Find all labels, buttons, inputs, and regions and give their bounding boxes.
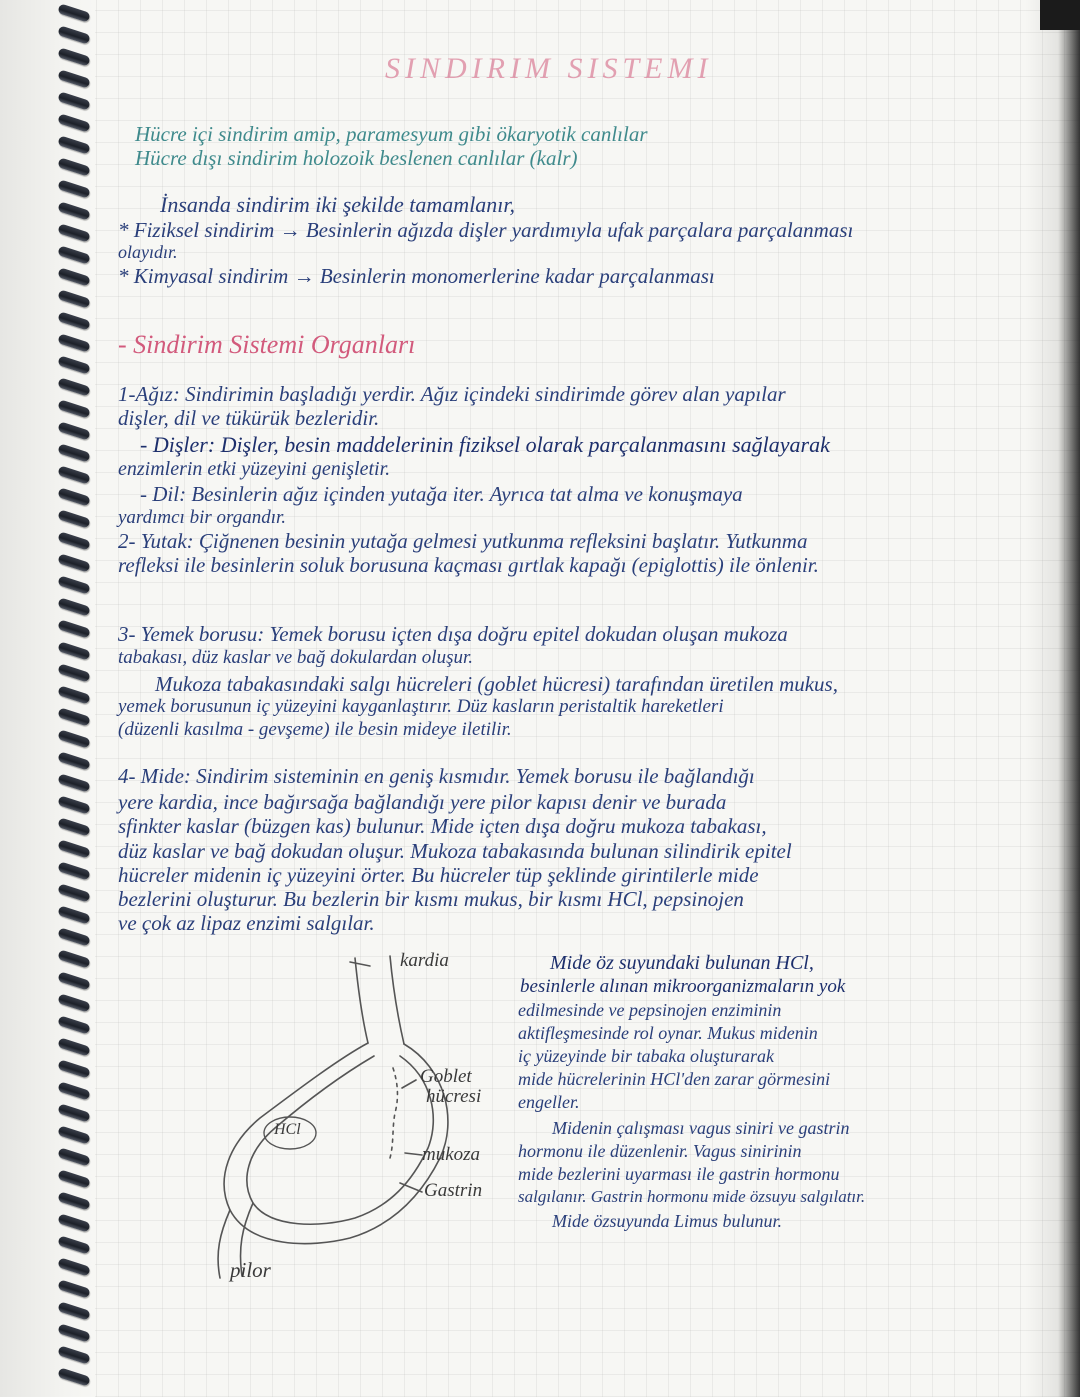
binding-ring bbox=[57, 487, 91, 506]
stomach-outer-wall bbox=[224, 1043, 448, 1244]
binding-ring bbox=[57, 1323, 91, 1342]
binding-ring bbox=[57, 1059, 91, 1078]
gastric-pits bbox=[390, 1068, 397, 1158]
stomach-diagram bbox=[190, 948, 510, 1288]
note-line-3: edilmesinde ve pepsinojen enziminin bbox=[518, 1000, 782, 1020]
binding-ring bbox=[57, 685, 91, 704]
note-line-10: mide bezlerini uyarması ile gastrin hormonu bbox=[518, 1164, 840, 1184]
binding-ring bbox=[57, 1081, 91, 1100]
page-corner bbox=[1040, 0, 1080, 30]
binding-ring bbox=[57, 971, 91, 990]
binding-ring bbox=[57, 861, 91, 880]
binding-ring bbox=[57, 245, 91, 264]
binding-ring bbox=[57, 575, 91, 594]
esophagus-line-5: (düzenli kasılma - gevşeme) ile besin mideye iletilir. bbox=[118, 719, 512, 740]
mouth-line-1: 1-Ağız: Sindirimin başladığı yerdir. Ağız içindeki sindirimde görev alan yapılar bbox=[118, 382, 786, 406]
binding-ring bbox=[57, 421, 91, 440]
binding-ring bbox=[57, 1213, 91, 1232]
stomach-line-2: yere kardia, ince bağırsağa bağlandığı yere pilor kapısı denir ve burada bbox=[118, 790, 727, 814]
mucosa-pointer bbox=[405, 1153, 422, 1155]
types-heading: İnsanda sindirim iki şekilde tamamlanır, bbox=[160, 192, 516, 217]
label-gastrin: Gastrin bbox=[424, 1180, 483, 1201]
stomach-line-7: ve çok az lipaz enzimi salgılar. bbox=[118, 911, 375, 935]
intro-line-2: Hücre dışı sindirim holozoik beslenen canlılar (kalr) bbox=[135, 146, 578, 170]
binding-ring bbox=[57, 25, 91, 44]
binding-ring bbox=[57, 751, 91, 770]
binding-ring bbox=[57, 1301, 91, 1320]
teeth-line-2: enzimlerin etki yüzeyini genişletir. bbox=[118, 458, 391, 480]
binding-ring bbox=[57, 1103, 91, 1122]
binding-ring bbox=[57, 1037, 91, 1056]
binding-ring bbox=[57, 355, 91, 374]
tongue-line-1: - Dil: Besinlerin ağız içinden yutağa iter. Ayrıca tat alma ve konuşmaya bbox=[140, 482, 743, 506]
pylorus-outer bbox=[218, 1210, 230, 1278]
organs-heading: - Sindirim Sistemi Organları bbox=[118, 330, 416, 359]
binding-ring bbox=[57, 1147, 91, 1166]
binding-ring bbox=[57, 641, 91, 660]
binding-ring bbox=[57, 553, 91, 572]
binding-ring bbox=[57, 1279, 91, 1298]
binding-ring bbox=[57, 1191, 91, 1210]
binding-ring bbox=[57, 179, 91, 198]
binding-ring bbox=[57, 333, 91, 352]
mouth-line-2: dişler, dil ve tükürük bezleridir. bbox=[118, 406, 380, 430]
esophagus-wall-left bbox=[355, 958, 368, 1043]
esophagus-line-1: 3- Yemek borusu: Yemek borusu içten dışa doğru epitel dokudan oluşan mukoza bbox=[118, 622, 788, 646]
esophagus-line-3: Mukoza tabakasındaki salgı hücreleri (goblet hücresi) tarafından üretilen mukus, bbox=[155, 672, 838, 696]
note-line-9: hormonu ile düzenlenir. Vagus sinirinin bbox=[518, 1141, 802, 1161]
binding-ring bbox=[57, 91, 91, 110]
binding-ring bbox=[57, 773, 91, 792]
chemical-digestion: * Kimyasal sindirim → Besinlerin monomerlerine kadar parçalanması bbox=[118, 264, 715, 288]
esophagus-line-2: tabakası, düz kaslar ve bağ dokulardan oluşur. bbox=[118, 647, 474, 668]
note-line-7: engeller. bbox=[518, 1092, 580, 1112]
note-line-6: mide hücrelerinin HCl'den zarar görmesini bbox=[518, 1069, 831, 1089]
binding-ring bbox=[57, 949, 91, 968]
note-line-12: Mide özsuyunda Limus bulunur. bbox=[552, 1211, 783, 1231]
stomach-line-4: düz kaslar ve bağ dokudan oluşur. Mukoza tabakasında bulunan silindirik epitel bbox=[118, 839, 792, 863]
note-line-1: Mide öz suyundaki bulunan HCl, bbox=[550, 952, 814, 974]
label-mucosa: mukoza bbox=[422, 1144, 481, 1165]
binding-ring bbox=[57, 509, 91, 528]
note-line-5: iç yüzeyinde bir tabaka oluşturarak bbox=[518, 1046, 774, 1066]
binding-ring bbox=[57, 729, 91, 748]
esophagus-line-4: yemek borusunun iç yüzeyini kayganlaştırır. Düz kasların peristaltik hareketleri bbox=[118, 696, 724, 717]
stomach-line-1: 4- Mide: Sindirim sisteminin en geniş kısmıdır. Yemek borusu ile bağlandığı bbox=[118, 764, 755, 788]
note-line-8: Midenin çalışması vagus siniri ve gastrin bbox=[552, 1118, 850, 1138]
binding-ring bbox=[57, 1169, 91, 1188]
stomach-line-5: hücreler midenin iç yüzeyini örter. Bu hücreler tüp şeklinde girintilerle mide bbox=[118, 863, 759, 887]
binding-ring bbox=[57, 3, 91, 22]
intro-line-1: Hücre içi sindirim amip, paramesyum gibi ökaryotik canlılar bbox=[135, 122, 648, 146]
stomach-line-6: bezlerini oluşturur. Bu bezlerin bir kısmı mukus, bir kısmı HCl, pepsinojen bbox=[118, 887, 744, 911]
binding-ring bbox=[57, 399, 91, 418]
binding-ring bbox=[57, 1367, 91, 1386]
spiral-binding bbox=[0, 0, 95, 1397]
binding-ring bbox=[57, 267, 91, 286]
binding-ring bbox=[57, 993, 91, 1012]
cardia-pointer bbox=[350, 962, 370, 966]
label-pylorus: pilor bbox=[230, 1258, 271, 1282]
binding-ring bbox=[57, 135, 91, 154]
binding-ring bbox=[57, 1015, 91, 1034]
binding-ring bbox=[57, 201, 91, 220]
binding-ring bbox=[57, 795, 91, 814]
binding-ring bbox=[57, 289, 91, 308]
stomach-line-3: sfinkter kaslar (büzgen kas) bulunur. Mide içten dışa doğru mukoza tabakası, bbox=[118, 814, 767, 838]
pharynx-line-1: 2- Yutak: Çiğnenen besinin yutağa gelmesi yutkunma refleksini başlatır. Yutkunma bbox=[118, 529, 808, 553]
binding-ring bbox=[57, 113, 91, 132]
binding-ring bbox=[57, 47, 91, 66]
binding-ring bbox=[57, 597, 91, 616]
binding-ring bbox=[57, 883, 91, 902]
binding-ring bbox=[57, 1125, 91, 1144]
pharynx-line-2: refleksi ile besinlerin soluk borusuna kaçması gırtlak kapağı (epiglottis) ile önlenir. bbox=[118, 553, 819, 577]
binding-ring bbox=[57, 443, 91, 462]
goblet-pointer bbox=[402, 1080, 416, 1088]
note-line-4: aktifleşmesinde rol oynar. Mukus midenin bbox=[518, 1023, 818, 1043]
stomach-inner-wall bbox=[247, 1056, 433, 1224]
note-line-11: salgılanır. Gastrin hormonu mide özsuyu salgılatır. bbox=[518, 1187, 866, 1206]
binding-ring bbox=[57, 905, 91, 924]
binding-ring bbox=[57, 1235, 91, 1254]
label-hcl: HCl bbox=[274, 1121, 301, 1138]
binding-ring bbox=[57, 311, 91, 330]
physical-digestion-end: olayıdır. bbox=[118, 242, 178, 262]
note-line-2: besinlerle alınan mikroorganizmaların yok bbox=[520, 976, 846, 997]
binding-ring bbox=[57, 69, 91, 88]
binding-ring bbox=[57, 465, 91, 484]
binding-ring bbox=[57, 223, 91, 242]
binding-ring bbox=[57, 619, 91, 638]
binding-ring bbox=[57, 839, 91, 858]
binding-ring bbox=[57, 663, 91, 682]
binding-ring bbox=[57, 1257, 91, 1276]
binding-ring bbox=[57, 927, 91, 946]
label-goblet-1: Goblet bbox=[420, 1066, 472, 1087]
binding-ring bbox=[57, 377, 91, 396]
binding-ring bbox=[57, 531, 91, 550]
physical-digestion: * Fiziksel sindirim → Besinlerin ağızda dişler yardımıyla ufak parçalara parçalanması bbox=[118, 218, 854, 242]
page-edge-shadow bbox=[1025, 0, 1080, 1397]
page-title: SINDIRIM SISTEMI bbox=[385, 52, 713, 85]
stomach-drawing bbox=[190, 948, 510, 1288]
binding-ring bbox=[57, 817, 91, 836]
binding-ring bbox=[57, 157, 91, 176]
label-goblet-2: hücresi bbox=[426, 1086, 482, 1107]
teeth-line-1: - Dişler: Dişler, besin maddelerinin fiziksel olarak parçalanmasını sağlayarak bbox=[140, 432, 830, 457]
label-cardia: kardia bbox=[400, 950, 449, 971]
binding-ring bbox=[57, 1345, 91, 1364]
binding-ring bbox=[57, 707, 91, 726]
tongue-line-2: yardımcı bir organdır. bbox=[118, 507, 287, 528]
